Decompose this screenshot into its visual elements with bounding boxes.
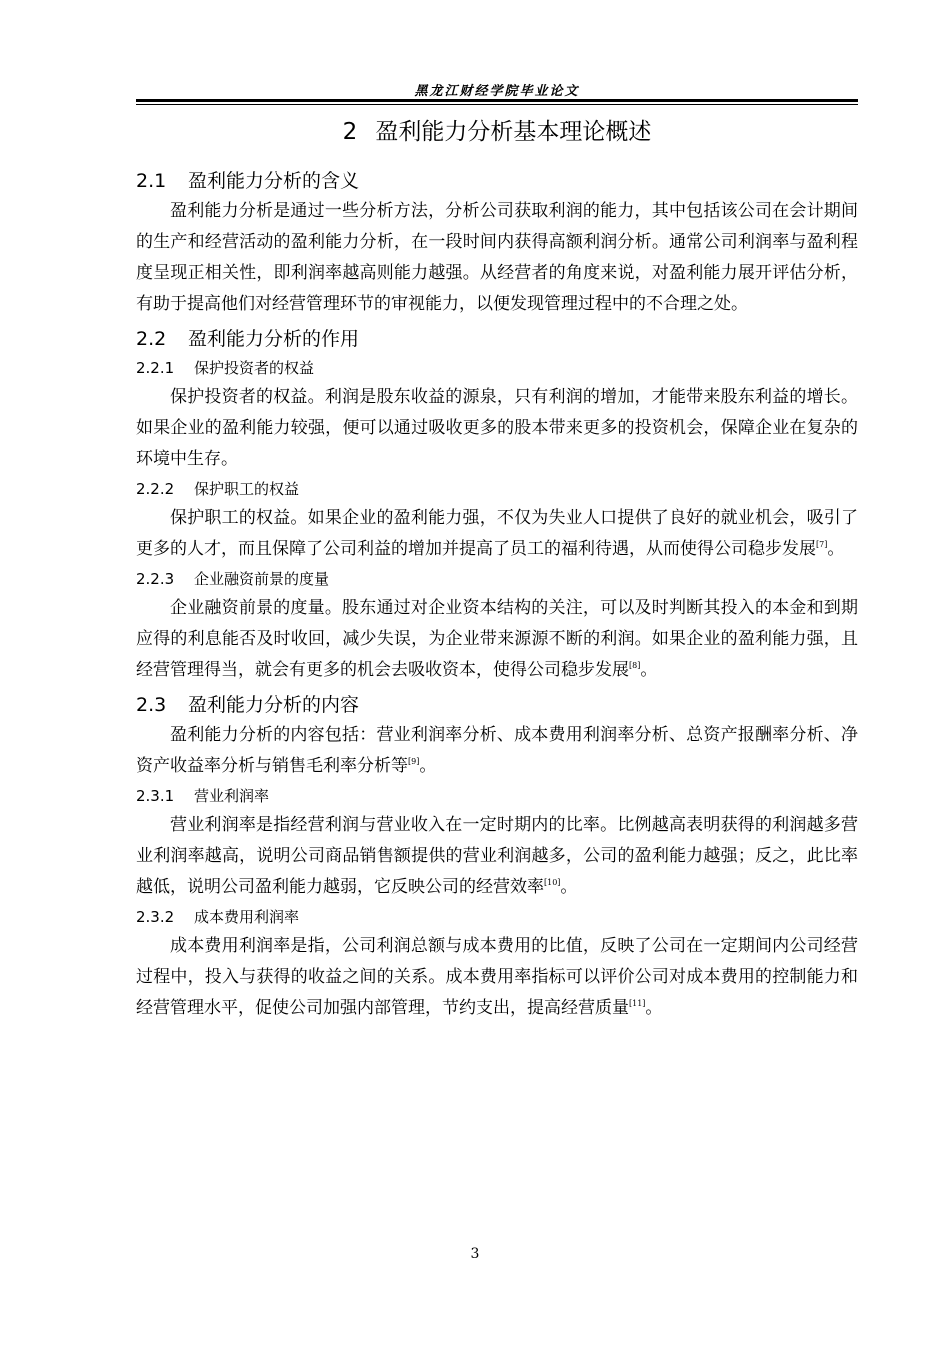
paragraph-text: 成本费用利润率是指，公司利润总额与成本费用的比值，反映了公司在一定期间内公司经营过程中，投入与获得的收益之间的关系。成本费用率指标可以评价公司对成本费用的控制能力和经营管理水平，促使公司加强内部管理，节约支出，提高经营质量 [136,936,858,1018]
section-title: 盈利能力分析的作用 [188,328,360,350]
section-number: 2.2 [136,328,167,350]
running-header: 黑龙江财经学院毕业论文 [414,84,580,99]
paragraph-2-2-2 [136,503,858,565]
chapter-title [136,116,858,148]
subsection-heading-2-3-1 [136,782,858,810]
subsection-number: 2.3.1 [136,787,175,805]
header-rule-thin [136,104,858,105]
paragraph-2-1 [136,196,858,320]
citation-ref: [9] [408,757,420,766]
paragraph-end: 。 [640,660,658,680]
section-heading-2-2 [136,324,858,354]
subsection-title: 营业利润率 [194,787,270,805]
page-number: 3 [470,1246,480,1262]
subsection-heading-2-3-2 [136,903,858,931]
paragraph-end: 。 [827,539,845,559]
subsection-title: 保护投资者的权益 [194,359,315,377]
subsection-number: 2.2.2 [136,480,175,498]
subsection-heading-2-2-3 [136,565,858,593]
subsection-number: 2.2.3 [136,570,175,588]
citation-ref: [8] [629,661,641,670]
paragraph-2-3-2 [136,931,858,1024]
page-content [136,112,858,1024]
subsection-number: 2.2.1 [136,359,175,377]
paragraph-2-2-1 [136,382,858,475]
paragraph-2-3 [136,720,858,782]
paragraph-text: 保护投资者的权益。利润是股东收益的源泉，只有利润的增加，才能带来股东利益的增长。如果企业的盈利能力较强，便可以通过吸收更多的股本带来更多的投资机会，保障企业在复杂的环境中生存。 [136,387,858,469]
paragraph-text: 保护职工的权益。如果企业的盈利能力强，不仅为失业人口提供了良好的就业机会，吸引了更多的人才，而且保障了公司利益的增加并提高了员工的福利待遇，从而使得公司稳步发展 [136,508,858,559]
subsection-title: 企业融资前景的度量 [194,570,330,588]
citation-ref: [7] [816,540,828,549]
subsection-title: 保护职工的权益 [194,480,300,498]
header-rule-thick [136,99,858,102]
section-title: 盈利能力分析的含义 [188,170,360,192]
section-number: 2.3 [136,694,167,716]
section-heading-2-3 [136,690,858,720]
paragraph-text: 盈利能力分析是通过一些分析方法，分析公司获取利润的能力，其中包括该公司在会计期间的生产和经营活动的盈利能力分析，在一段时间内获得高额利润分析。通常公司利润率与盈利程度呈现正相关性，即利润率越高则能力越强。从经营者的角度来说，对盈利能力展开评估分析，有助于提高他们对经营管理环节的审视能力，以便发现管理过程中的不合理之处。 [136,201,858,314]
section-heading-2-1 [136,166,858,196]
paragraph-text: 企业融资前景的度量。股东通过对企业资本结构的关注，可以及时判断其投入的本金和到期应得的利息能否及时收回，减少失误，为企业带来源源不断的利润。如果企业的盈利能力强，且经营管理得当，就会有更多的机会去吸收资本，使得公司稳步发展 [136,598,858,680]
citation-ref: [10] [544,878,561,887]
chapter-title-text: 盈利能力分析基本理论概述 [375,119,652,145]
subsection-title: 成本费用利润率 [194,908,300,926]
paragraph-end: 。 [419,756,437,776]
paragraph-text: 盈利能力分析的内容包括：营业利润率分析、成本费用利润率分析、总资产报酬率分析、净资产收益率分析与销售毛利率分析等 [136,725,858,776]
subsection-heading-2-2-2 [136,475,858,503]
paragraph-2-3-1 [136,810,858,903]
chapter-number: 2 [342,119,358,145]
citation-ref: [11] [629,999,646,1008]
section-number: 2.1 [136,170,167,192]
paragraph-text: 营业利润率是指经营利润与营业收入在一定时期内的比率。比例越高表明获得的利润越多营业利润率越高，说明公司商品销售额提供的营业利润越多，公司的盈利能力越强；反之，此比率越低，说明公司盈利能力越弱，它反映公司的经营效率 [136,815,858,897]
paragraph-end: 。 [560,877,578,897]
paragraph-2-2-3 [136,593,858,686]
subsection-number: 2.3.2 [136,908,175,926]
section-title: 盈利能力分析的内容 [188,694,360,716]
paragraph-end: 。 [645,998,663,1018]
subsection-heading-2-2-1 [136,354,858,382]
